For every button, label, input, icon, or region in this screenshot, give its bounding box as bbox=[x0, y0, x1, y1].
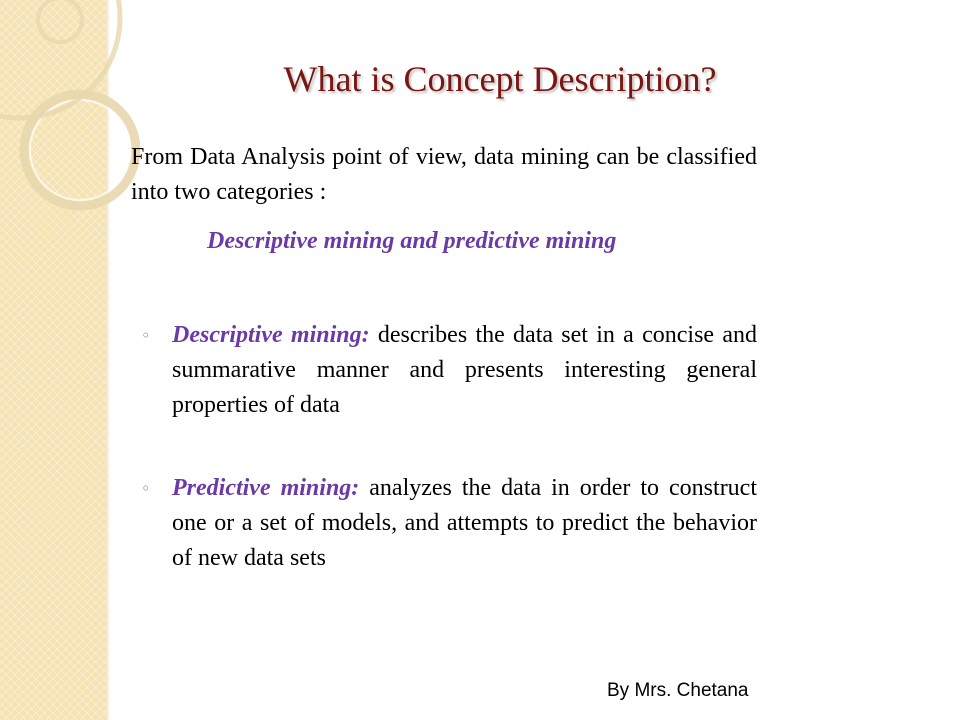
bullet-marker-icon: ◦ bbox=[141, 479, 151, 498]
intro-paragraph: From Data Analysis point of view, data mining can be classified into two categories : bbox=[131, 144, 757, 205]
categories-highlight: Descriptive mining and predictive mining bbox=[207, 228, 617, 254]
author-footer: By Mrs. Chetana bbox=[607, 680, 749, 701]
bullet-text: describes the data set in a concise and summarative manner and presents interesting general properties of data bbox=[172, 322, 757, 418]
slide-title: What is Concept Description? bbox=[283, 59, 717, 99]
decorative-circles-icon bbox=[0, 0, 140, 260]
bullet-term: Descriptive mining: bbox=[172, 322, 370, 348]
bullet-text: analyzes the data in order to construct one or a set of models, and attempts to predict the behavior of new data sets bbox=[172, 475, 758, 571]
bullet-item-descriptive bbox=[131, 318, 757, 423]
bullet-item-predictive bbox=[131, 471, 757, 576]
bullet-term: Predictive mining: bbox=[172, 475, 360, 501]
bullet-list bbox=[131, 318, 757, 624]
bullet-marker-icon: ◦ bbox=[141, 326, 151, 345]
